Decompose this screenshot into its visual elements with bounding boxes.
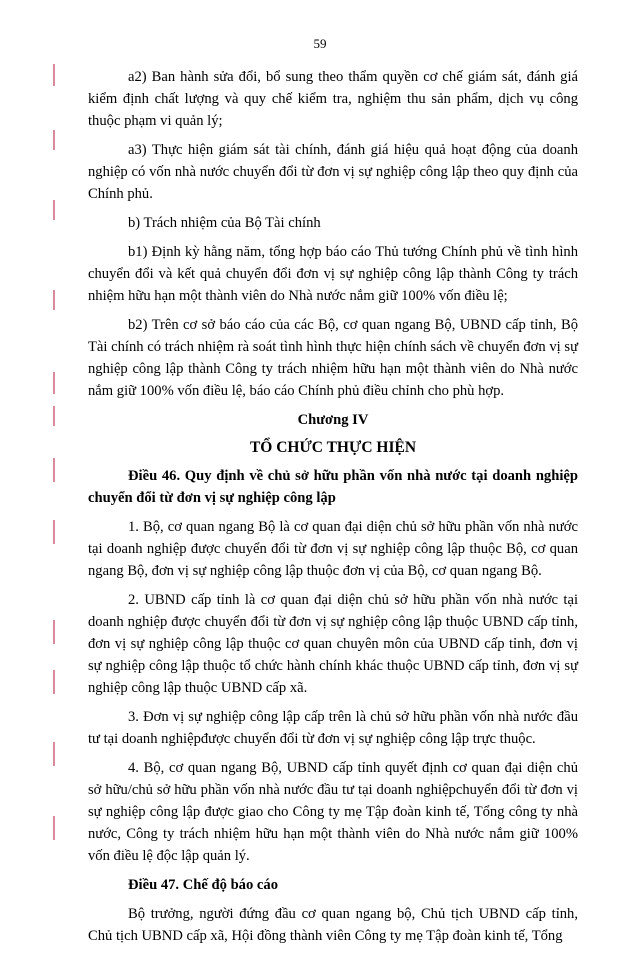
change-bar	[53, 406, 55, 426]
change-bar	[53, 64, 55, 86]
chapter-label: Chương IV	[297, 412, 369, 428]
change-bar	[53, 372, 55, 394]
article-46-clause-1: 1. Bộ, cơ quan ngang Bộ là cơ quan đại diện chủ sở hữu phần vốn nhà nước tại doanh nghiệp được chuyển đổi từ đơn vị sự nghiệp công lập thuộc Bộ, cơ quan ngang Bộ, đơn vị sự nghiệp công lập thuộc đơn vị của Bộ, cơ quan ngang Bộ.	[88, 519, 578, 579]
article-46-clause-4: 4. Bộ, cơ quan ngang Bộ, UBND cấp tỉnh quyết định cơ quan đại diện chủ sở hữu/chủ sở hữu phần vốn nhà nước đầu tư tại doanh nghiệpchuyển đổi từ đơn vị sự nghiệp công lập được giao cho Công ty mẹ Tập đoàn kinh tế, Tổng công ty nhà nước, Công ty trách nhiệm hữu hạn một thành viên do Nhà nước nắm giữ 100% vốn điều lệ độc lập quản lý.	[88, 760, 578, 864]
document-body	[88, 66, 578, 954]
article-46-title: Điều 46. Quy định về chủ sở hữu phần vốn nhà nước tại doanh nghiệp chuyển đổi từ đơn vị sự nghiệp công lập	[88, 468, 578, 506]
change-bar	[53, 200, 55, 220]
change-bar	[53, 458, 55, 482]
paragraph-b1: b1) Định kỳ hằng năm, tổng hợp báo cáo Thủ tướng Chính phủ về tình hình chuyển đổi và kết quả chuyển đổi đơn vị sự nghiệp công lập thành Công ty trách nhiệm hữu hạn một thành viên do Nhà nước nắm giữ 100% vốn điều lệ;	[88, 244, 578, 304]
article-47-paragraph: Bộ trưởng, người đứng đầu cơ quan ngang bộ, Chủ tịch UBND cấp tỉnh, Chủ tịch UBND cấp xã, Hội đồng thành viên Công ty mẹ Tập đoàn kinh tế, Tổng	[88, 906, 578, 944]
change-bar	[53, 816, 55, 840]
paragraph-a2: a2) Ban hành sửa đổi, bổ sung theo thẩm quyền cơ chế giám sát, đánh giá kiểm định chất lượng và quy chế kiểm tra, nghiệm thu sản phẩm, dịch vụ công thuộc phạm vi quản lý;	[88, 69, 578, 129]
chapter-title: TỔ CHỨC THỰC HIỆN	[249, 439, 417, 456]
paragraph-a3: a3) Thực hiện giám sát tài chính, đánh giá hiệu quả hoạt động của doanh nghiệp có vốn nhà nước chuyển đổi từ đơn vị sự nghiệp công lập theo quy định của Chính phủ.	[88, 142, 578, 202]
change-bar	[53, 742, 55, 766]
change-bar	[53, 520, 55, 544]
change-bar	[53, 130, 55, 150]
paragraph-b2: b2) Trên cơ sở báo cáo của các Bộ, cơ quan ngang Bộ, UBND cấp tỉnh, Bộ Tài chính có trách nhiệm rà soát tình hình thực hiện chính sách về chuyển đơn vị sự nghiệp công lập thành Công ty trách nhiệm hữu hạn một thành viên do Nhà nước nắm giữ 100% vốn điều lệ, báo cáo Chính phủ điều chỉnh cho phù hợp.	[88, 317, 578, 399]
change-bar	[53, 670, 55, 694]
article-46-clause-2: 2. UBND cấp tỉnh là cơ quan đại diện chủ sở hữu phần vốn nhà nước tại doanh nghiệp được chuyển đổi từ đơn vị sự nghiệp công lập thuộc UBND cấp tỉnh, đơn vị sự nghiệp công lập thuộc cơ quan chuyên môn của UBND cấp tỉnh, đơn vị sự nghiệp công lập thuộc tổ chức hành chính khác thuộc UBND cấp tỉnh, đơn vị sự nghiệp công lập thuộc UBND cấp xã.	[88, 592, 578, 696]
change-bar	[53, 290, 55, 310]
change-bar	[53, 620, 55, 644]
paragraph-b-heading: b) Trách nhiệm của Bộ Tài chính	[128, 215, 321, 231]
article-47-title: Điều 47. Chế độ báo cáo	[128, 877, 278, 893]
article-46-clause-3: 3. Đơn vị sự nghiệp công lập cấp trên là chủ sở hữu phần vốn nhà nước đầu tư tại doanh nghiệpđược chuyển đổi từ đơn vị sự nghiệp công lập trực thuộc.	[88, 709, 578, 747]
page-number: 59	[313, 36, 327, 51]
